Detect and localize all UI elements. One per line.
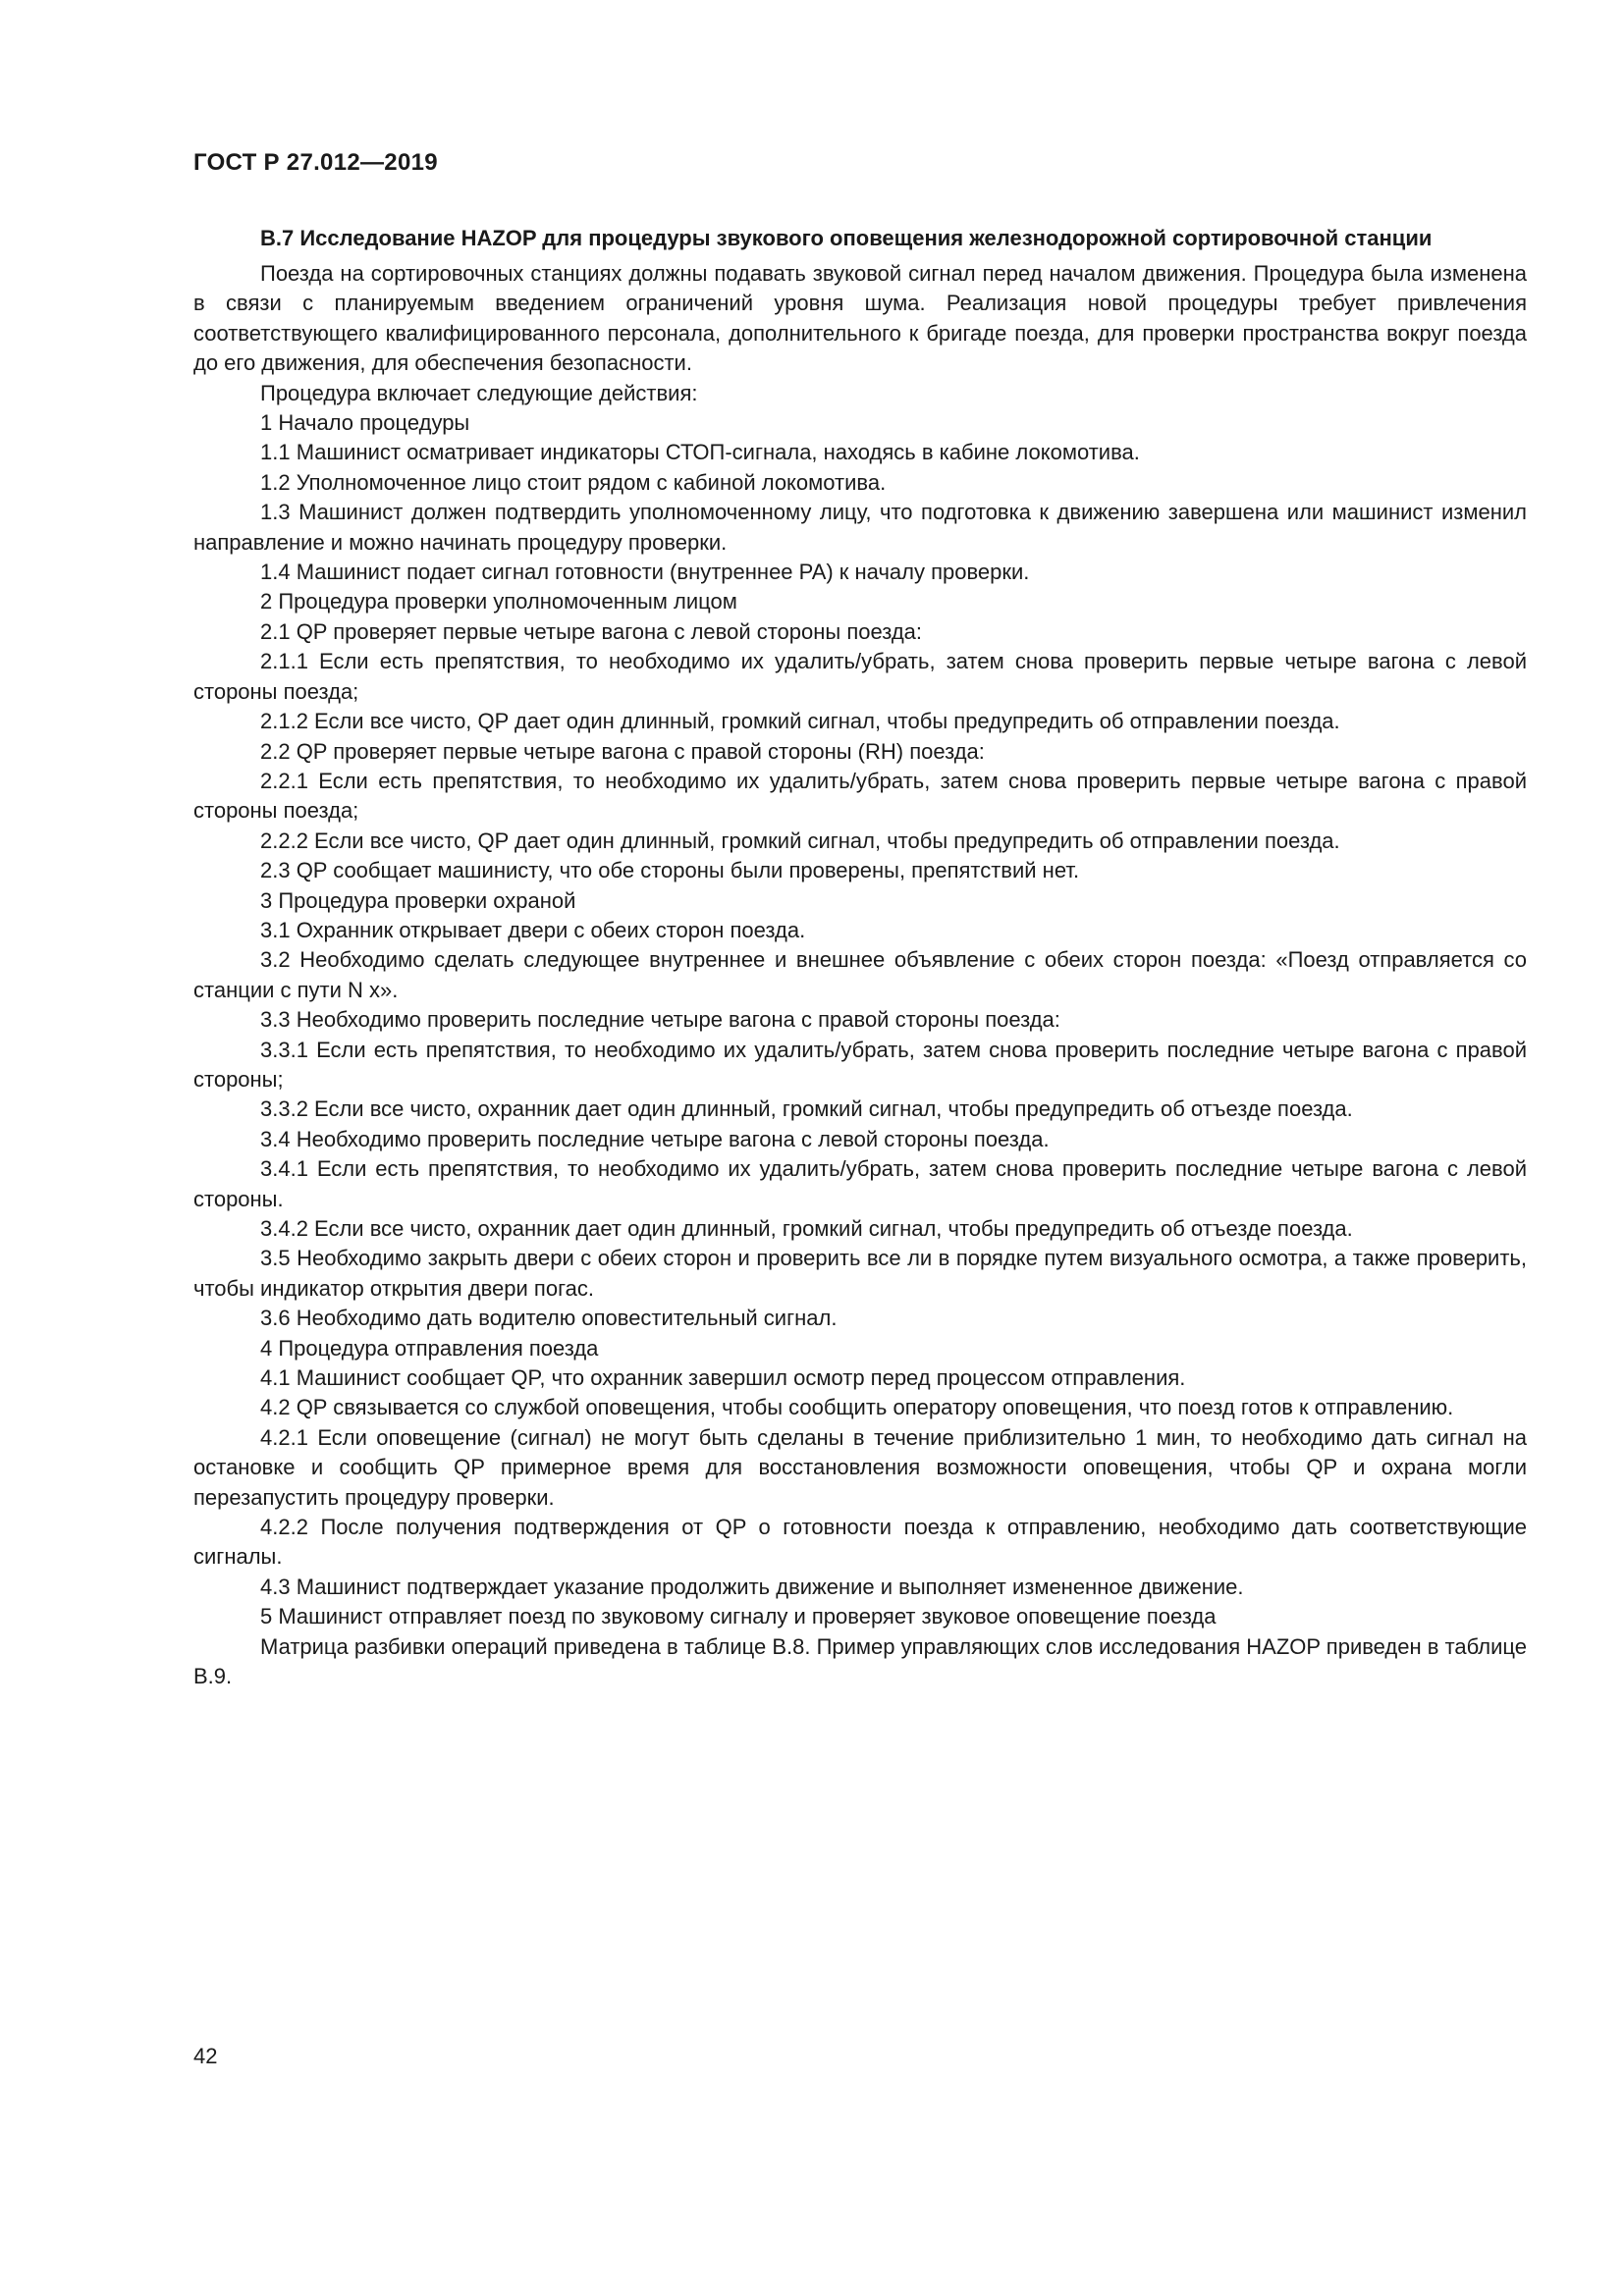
- paragraph: 3.2 Необходимо сделать следующее внутреннее и внешнее объявление с обеих сторон поезда: «Поезд отправляется со станции с пути N x».: [193, 947, 1527, 1002]
- paragraph: 3.4 Необходимо проверить последние четыре вагона с левой стороны поезда.: [260, 1126, 1050, 1151]
- paragraph: 3.5 Необходимо закрыть двери с обеих сторон и проверить все ли в порядке путем визуального осмотра, а также проверить, чтобы индикатор открытия двери погас.: [193, 1246, 1527, 1301]
- page-number: 42: [193, 2044, 218, 2068]
- paragraph: 4.3 Машинист подтверждает указание продолжить движение и выполняет измененное движение.: [260, 1574, 1244, 1599]
- paragraph: 5 Машинист отправляет поезд по звуковому сигналу и проверяет звуковое оповещение поезда: [260, 1604, 1217, 1629]
- paragraph: 3.3.1 Если есть препятствия, то необходимо их удалить/убрать, затем снова проверить последние четыре вагона с правой стороны;: [193, 1037, 1527, 1092]
- paragraph: Матрица разбивки операций приведена в таблице В.8. Пример управляющих слов исследования HAZOP приведен в таблице В.9.: [193, 1633, 1527, 1689]
- paragraph: 2.2.1 Если есть препятствия, то необходимо их удалить/убрать, затем снова проверить первые четыре вагона с правой стороны поезда;: [193, 768, 1527, 824]
- paragraph: 1 Начало процедуры: [260, 410, 470, 436]
- paragraph: 2.1.2 Если все чисто, QP дает один длинный, громкий сигнал, чтобы предупредить об отправлении поезда.: [260, 709, 1340, 734]
- paragraph: 3.6 Необходимо дать водителю оповестительный сигнал.: [260, 1306, 838, 1331]
- paragraph: Процедура включает следующие действия:: [260, 380, 698, 405]
- paragraph: 1.2 Уполномоченное лицо стоит рядом с кабиной локомотива.: [260, 469, 887, 495]
- paragraph: 4 Процедура отправления поезда: [260, 1335, 599, 1361]
- paragraph: Поезда на сортировочных станциях должны подавать звуковой сигнал перед началом движения. Процедура была изменена в связи с планируемым введением ограничений уровня шума. Реализация новой процедуры требует привлечения соответствующего квалифицированного персонала, дополнительного к бригаде поезда, для проверки пространства вокруг поезда до его движения, для обеспечения безопасности.: [193, 261, 1527, 376]
- paragraph: 3.3.2 Если все чисто, охранник дает один длинный, громкий сигнал, чтобы предупредить об отъезде поезда.: [260, 1096, 1353, 1122]
- paragraph: 2.3 QP сообщает машинисту, что обе стороны были проверены, препятствий нет.: [260, 858, 1080, 883]
- paragraph: 3.4.2 Если все чисто, охранник дает один длинный, громкий сигнал, чтобы предупредить об отъезде поезда.: [260, 1216, 1353, 1241]
- paragraph: 1.4 Машинист подает сигнал готовности (внутреннее PA) к началу проверки.: [260, 560, 1030, 585]
- paragraph: 2 Процедура проверки уполномоченным лицом: [260, 589, 737, 614]
- section-heading: В.7 Исследование HAZOP для процедуры звукового оповещения железнодорожной сортировочной станции: [260, 226, 1433, 250]
- paragraph: 3.4.1 Если есть препятствия, то необходимо их удалить/убрать, затем снова проверить последние четыре вагона с левой стороны.: [193, 1156, 1527, 1211]
- paragraph: 3.1 Охранник открывает двери с обеих сторон поезда.: [260, 917, 806, 942]
- paragraph: 2.1 QP проверяет первые четыре вагона с левой стороны поезда:: [260, 618, 923, 644]
- body-text: [193, 259, 1527, 1692]
- paragraph: 3 Процедура проверки охраной: [260, 887, 576, 913]
- paragraph: 3.3 Необходимо проверить последние четыре вагона с правой стороны поезда:: [260, 1007, 1060, 1033]
- paragraph: 2.2.2 Если все чисто, QP дает один длинный, громкий сигнал, чтобы предупредить об отправлении поезда.: [260, 828, 1340, 853]
- page-content: [193, 224, 1527, 1692]
- document-header: ГОСТ Р 27.012—2019: [193, 149, 438, 176]
- paragraph: 4.2.1 Если оповещение (сигнал) не могут быть сделаны в течение приблизительно 1 мин, то необходимо дать сигнал на остановке и сообщить QP примерное время для восстановления возможности оповещения, чтобы QP и охрана могли перезапустить процедуру проверки.: [193, 1424, 1527, 1510]
- paragraph: 2.2 QP проверяет первые четыре вагона с правой стороны (RH) поезда:: [260, 738, 985, 764]
- paragraph: 4.1 Машинист сообщает QP, что охранник завершил осмотр перед процессом отправления.: [260, 1365, 1186, 1391]
- paragraph: 1.1 Машинист осматривает индикаторы СТОП-сигнала, находясь в кабине локомотива.: [260, 440, 1140, 465]
- paragraph: 4.2.2 После получения подтверждения от QP о готовности поезда к отправлению, необходимо дать соответствующие сигналы.: [193, 1515, 1527, 1570]
- paragraph: 1.3 Машинист должен подтвердить уполномоченному лицу, что подготовка к движению завершена или машинист изменил направление и можно начинать процедуру проверки.: [193, 500, 1527, 555]
- paragraph: 4.2 QP связывается со службой оповещения, чтобы сообщить оператору оповещения, что поезд готов к отправлению.: [260, 1395, 1454, 1420]
- paragraph: 2.1.1 Если есть препятствия, то необходимо их удалить/убрать, затем снова проверить первые четыре вагона с левой стороны поезда;: [193, 649, 1527, 704]
